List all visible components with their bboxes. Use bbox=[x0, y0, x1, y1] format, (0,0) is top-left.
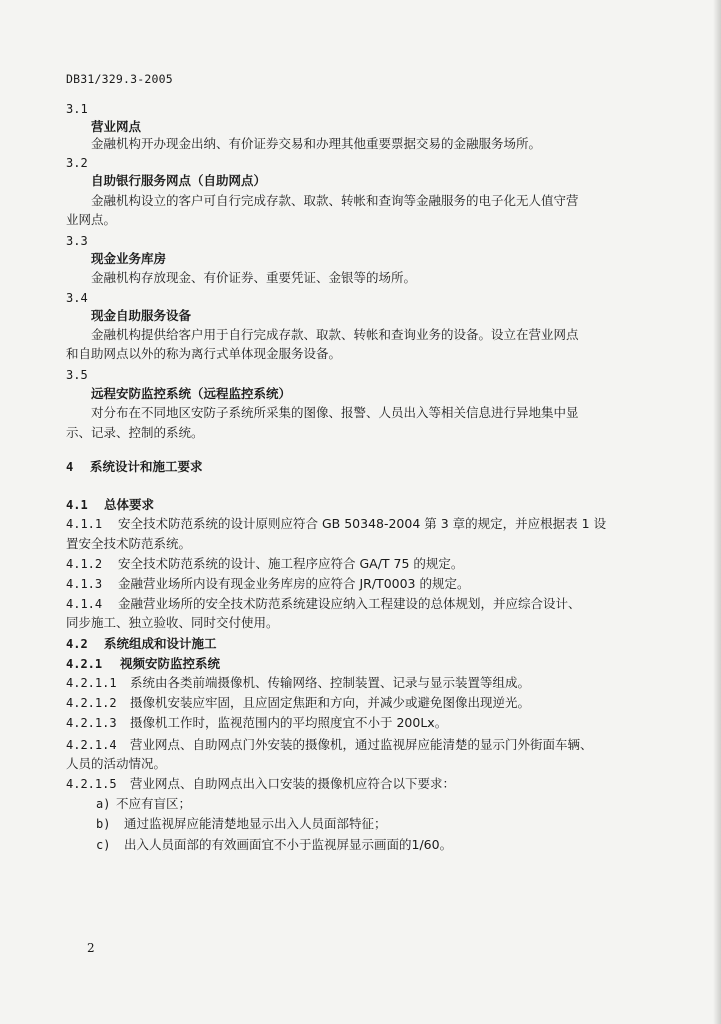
term-definition-cont: 示、记录、控制的系统。 bbox=[66, 425, 204, 440]
clause-number: 4.2.1.4 bbox=[66, 738, 117, 752]
clause-number: 3.4 bbox=[66, 291, 88, 305]
clause-number: 4.2.1.2 bbox=[66, 696, 117, 710]
clause-text-cont: 置安全技术防范系统。 bbox=[66, 536, 192, 551]
doc-header: DB31/329.3-2005 bbox=[66, 72, 173, 86]
clause-text: 安全技术防范系统的设计、施工程序应符合 GA/T 75 的规定。 bbox=[118, 556, 464, 571]
term-definition: 金融机构设立的客户可自行完成存款、取款、转帐和查询等金融服务的电子化无人值守营 bbox=[91, 193, 579, 208]
term-definition: 金融机构开办现金出纳、有价证券交易和办理其他重要票据交易的金融服务场所。 bbox=[91, 136, 542, 151]
clause-number: 4.2.1.1 bbox=[66, 676, 117, 690]
clause-text: 营业网点、自助网点出入口安装的摄像机应符合以下要求： bbox=[130, 776, 456, 791]
clause-number: 3.2 bbox=[66, 156, 88, 170]
clause-text: 摄像机工作时，监视范围内的平均照度宜不小于 200Lx。 bbox=[130, 715, 448, 730]
clause-text: 金融营业场所内设有现金业务库房的应符合 JR/T0003 的规定。 bbox=[118, 576, 470, 591]
scan-edge-shadow bbox=[713, 0, 721, 1024]
clause-number: 4.1.3 bbox=[66, 577, 103, 591]
term-definition: 金融机构提供给客户用于自行完成存款、取款、转帐和查询业务的设备。设立在营业网点 bbox=[91, 327, 579, 342]
clause-text: 摄像机安装应牢固，且应固定焦距和方向，并减少或避免图像出现逆光。 bbox=[130, 695, 531, 710]
section-title: 总体要求 bbox=[104, 497, 155, 512]
clause-text-cont: 人员的活动情况。 bbox=[66, 756, 167, 771]
term-definition-cont: 和自助网点以外的称为离行式单体现金服务设备。 bbox=[66, 346, 342, 361]
clause-number: 3.3 bbox=[66, 234, 88, 248]
clause-text: 金融营业场所的安全技术防范系统建设应纳入工程建设的总体规划，并应综合设计、 bbox=[118, 596, 581, 611]
term-title: 营业网点 bbox=[91, 119, 142, 134]
clause-number: 4.2.1.3 bbox=[66, 716, 117, 730]
clause-text: 系统由各类前端摄像机、传输网络、控制装置、记录与显示装置等组成。 bbox=[130, 675, 531, 690]
term-definition: 对分布在不同地区安防子系统所采集的图像、报警、人员出入等相关信息进行异地集中显 bbox=[91, 405, 579, 420]
clause-number: 3.1 bbox=[66, 102, 88, 116]
chapter-number: 4 bbox=[66, 460, 74, 474]
clause-number: 4.1.2 bbox=[66, 557, 103, 571]
term-title: 现金业务库房 bbox=[91, 251, 167, 266]
term-title: 自助银行服务网点（自助网点） bbox=[91, 173, 267, 188]
section-title: 系统组成和设计施工 bbox=[104, 636, 217, 651]
section-number: 4.2 bbox=[66, 637, 88, 651]
list-item-text: 通过监视屏应能清楚地显示出入人员面部特征； bbox=[124, 816, 387, 831]
clause-text: 营业网点、自助网点门外安装的摄像机，通过监视屏应能清楚的显示门外街面车辆、 bbox=[130, 737, 593, 752]
term-title: 现金自助服务设备 bbox=[91, 308, 192, 323]
list-item-text: 不应有盲区； bbox=[116, 796, 192, 811]
term-definition-cont: 业网点。 bbox=[66, 212, 117, 227]
clause-number: 4.1.4 bbox=[66, 597, 103, 611]
chapter-title: 系统设计和施工要求 bbox=[90, 459, 203, 474]
section-number: 4.1 bbox=[66, 498, 88, 512]
clause-number: 4.1.1 bbox=[66, 517, 103, 531]
term-definition: 金融机构存放现金、有价证券、重要凭证、金银等的场所。 bbox=[91, 270, 417, 285]
list-marker: a) bbox=[96, 797, 111, 811]
term-title: 远程安防监控系统（远程监控系统） bbox=[91, 386, 292, 401]
list-item-text: 出入人员面部的有效画面宜不小于监视屏显示画面的1/60。 bbox=[124, 837, 453, 852]
clause-text: 安全技术防范系统的设计原则应符合 GB 50348-2004 第 3 章的规定，并应根据表 1 设 bbox=[118, 516, 607, 531]
list-marker: b) bbox=[96, 817, 111, 831]
page-number: 2 bbox=[87, 941, 95, 955]
subsection-title: 视频安防监控系统 bbox=[120, 656, 221, 671]
list-marker: c) bbox=[96, 838, 111, 852]
clause-number: 4.2.1.5 bbox=[66, 777, 117, 791]
clause-number: 3.5 bbox=[66, 368, 88, 382]
clause-text-cont: 同步施工、独立验收、同时交付使用。 bbox=[66, 615, 279, 630]
subsection-number: 4.2.1 bbox=[66, 657, 103, 671]
